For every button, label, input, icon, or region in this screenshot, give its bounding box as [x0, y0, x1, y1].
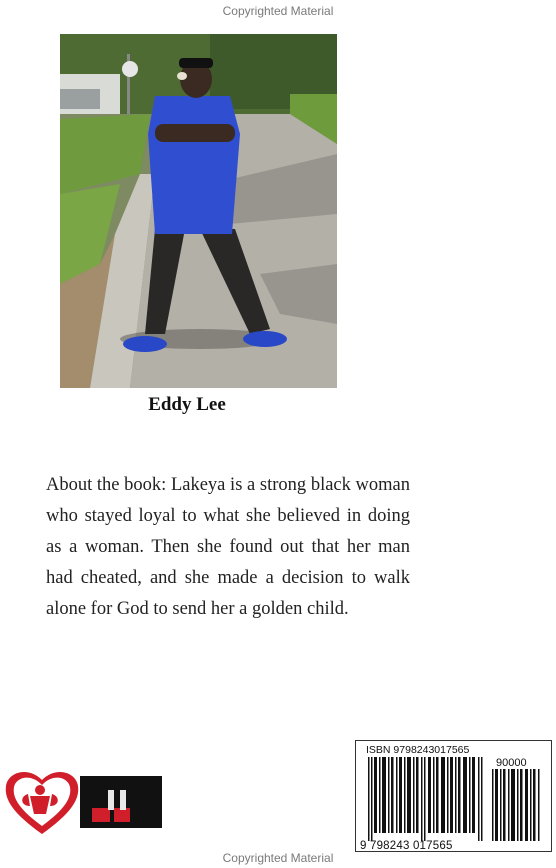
author-name: Eddy Lee: [148, 394, 226, 415]
isbn-barcode: [355, 740, 552, 852]
book-description: About the book: Lakeya is a strong black woman who stayed loyal to what she believed in doing as a woman. Then she found out that her man had cheated, and she made a decision to walk alone for God to send her a golden child.: [46, 475, 410, 619]
price-code: 90000: [496, 757, 527, 769]
ean-bars: [368, 757, 486, 841]
isbn-label: ISBN 9798243017565: [366, 744, 470, 756]
price-addon-bars: [492, 769, 542, 841]
author-photo: [60, 34, 337, 388]
publisher-logo: [4, 766, 164, 836]
copyright-watermark-bottom: Copyrighted Material: [222, 851, 334, 865]
copyright-watermark-top: Copyrighted Material: [222, 4, 334, 18]
ean-digits: 9 798243 017565: [360, 840, 453, 852]
